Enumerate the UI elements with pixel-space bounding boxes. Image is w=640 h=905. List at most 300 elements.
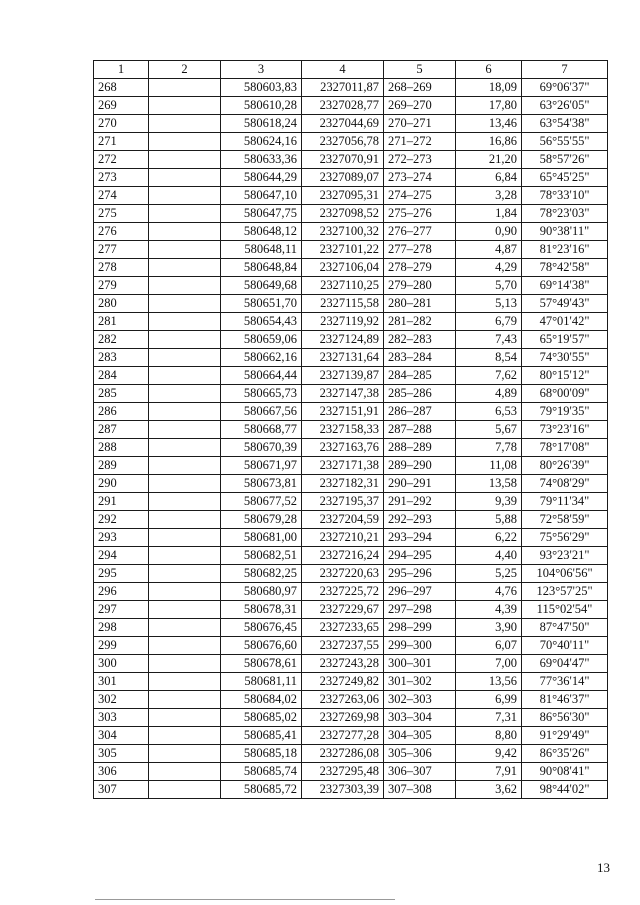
- x-coordinate-cell: 580679,28: [221, 511, 302, 529]
- distance-cell: 7,78: [456, 439, 522, 457]
- empty-cell: [149, 691, 221, 709]
- x-coordinate-cell: 580682,51: [221, 547, 302, 565]
- angle-cell: 90°38'11": [522, 223, 608, 241]
- x-coordinate-cell: 580685,72: [221, 781, 302, 799]
- table-row: [94, 115, 608, 133]
- distance-cell: 6,53: [456, 403, 522, 421]
- y-coordinate-cell: 2327225,72: [302, 583, 384, 601]
- angle-cell: 63°26'05": [522, 97, 608, 115]
- distance-cell: 4,39: [456, 601, 522, 619]
- point-number-cell: 292: [94, 511, 149, 529]
- empty-cell: [149, 115, 221, 133]
- footer-rule: [95, 899, 395, 900]
- segment-cell: 300–301: [384, 655, 456, 673]
- empty-cell: [149, 511, 221, 529]
- angle-cell: 56°55'55": [522, 133, 608, 151]
- distance-cell: 3,28: [456, 187, 522, 205]
- empty-cell: [149, 259, 221, 277]
- table-row: [94, 439, 608, 457]
- y-coordinate-cell: 2327119,92: [302, 313, 384, 331]
- empty-cell: [149, 457, 221, 475]
- angle-cell: 79°19'35": [522, 403, 608, 421]
- table-row: [94, 583, 608, 601]
- table-row: [94, 745, 608, 763]
- y-coordinate-cell: 2327044,69: [302, 115, 384, 133]
- distance-cell: 5,67: [456, 421, 522, 439]
- distance-cell: 5,25: [456, 565, 522, 583]
- segment-cell: 268–269: [384, 79, 456, 97]
- empty-cell: [149, 169, 221, 187]
- x-coordinate-cell: 580681,00: [221, 529, 302, 547]
- angle-cell: 65°19'57": [522, 331, 608, 349]
- y-coordinate-cell: 2327182,31: [302, 475, 384, 493]
- angle-cell: 80°15'12": [522, 367, 608, 385]
- angle-cell: 75°56'29": [522, 529, 608, 547]
- point-number-cell: 275: [94, 205, 149, 223]
- x-coordinate-cell: 580684,02: [221, 691, 302, 709]
- empty-cell: [149, 79, 221, 97]
- point-number-cell: 305: [94, 745, 149, 763]
- segment-cell: 281–282: [384, 313, 456, 331]
- distance-cell: 21,20: [456, 151, 522, 169]
- y-coordinate-cell: 2327089,07: [302, 169, 384, 187]
- x-coordinate-cell: 580648,12: [221, 223, 302, 241]
- distance-cell: 13,56: [456, 673, 522, 691]
- y-coordinate-cell: 2327151,91: [302, 403, 384, 421]
- column-header: 5: [384, 61, 456, 79]
- angle-cell: 115°02'54": [522, 601, 608, 619]
- point-number-cell: 288: [94, 439, 149, 457]
- x-coordinate-cell: 580659,06: [221, 331, 302, 349]
- x-coordinate-cell: 580647,75: [221, 205, 302, 223]
- empty-cell: [149, 547, 221, 565]
- table-row: [94, 475, 608, 493]
- segment-cell: 286–287: [384, 403, 456, 421]
- distance-cell: 7,43: [456, 331, 522, 349]
- point-number-cell: 285: [94, 385, 149, 403]
- angle-cell: 93°23'21": [522, 547, 608, 565]
- table-row: [94, 79, 608, 97]
- y-coordinate-cell: 2327210,21: [302, 529, 384, 547]
- x-coordinate-cell: 580667,56: [221, 403, 302, 421]
- angle-cell: 69°14'38": [522, 277, 608, 295]
- angle-cell: 78°42'58": [522, 259, 608, 277]
- x-coordinate-cell: 580677,52: [221, 493, 302, 511]
- table-row: [94, 367, 608, 385]
- angle-cell: 78°17'08": [522, 439, 608, 457]
- x-coordinate-cell: 580681,11: [221, 673, 302, 691]
- angle-cell: 81°23'16": [522, 241, 608, 259]
- angle-cell: 74°30'55": [522, 349, 608, 367]
- x-coordinate-cell: 580610,28: [221, 97, 302, 115]
- distance-cell: 8,54: [456, 349, 522, 367]
- empty-cell: [149, 709, 221, 727]
- empty-cell: [149, 565, 221, 583]
- segment-cell: 302–303: [384, 691, 456, 709]
- distance-cell: 13,46: [456, 115, 522, 133]
- y-coordinate-cell: 2327124,89: [302, 331, 384, 349]
- empty-cell: [149, 223, 221, 241]
- x-coordinate-cell: 580685,02: [221, 709, 302, 727]
- angle-cell: 74°08'29": [522, 475, 608, 493]
- x-coordinate-cell: 580668,77: [221, 421, 302, 439]
- point-number-cell: 299: [94, 637, 149, 655]
- segment-cell: 303–304: [384, 709, 456, 727]
- x-coordinate-cell: 580624,16: [221, 133, 302, 151]
- y-coordinate-cell: 2327233,65: [302, 619, 384, 637]
- y-coordinate-cell: 2327237,55: [302, 637, 384, 655]
- angle-cell: 69°04'47": [522, 655, 608, 673]
- x-coordinate-cell: 580662,16: [221, 349, 302, 367]
- point-number-cell: 270: [94, 115, 149, 133]
- empty-cell: [149, 637, 221, 655]
- segment-cell: 293–294: [384, 529, 456, 547]
- y-coordinate-cell: 2327158,33: [302, 421, 384, 439]
- x-coordinate-cell: 580685,18: [221, 745, 302, 763]
- distance-cell: 7,00: [456, 655, 522, 673]
- segment-cell: 307–308: [384, 781, 456, 799]
- point-number-cell: 279: [94, 277, 149, 295]
- x-coordinate-cell: 580678,31: [221, 601, 302, 619]
- distance-cell: 5,13: [456, 295, 522, 313]
- segment-cell: 279–280: [384, 277, 456, 295]
- segment-cell: 282–283: [384, 331, 456, 349]
- y-coordinate-cell: 2327220,63: [302, 565, 384, 583]
- empty-cell: [149, 655, 221, 673]
- segment-cell: 269–270: [384, 97, 456, 115]
- angle-cell: 58°57'26": [522, 151, 608, 169]
- point-number-cell: 284: [94, 367, 149, 385]
- point-number-cell: 297: [94, 601, 149, 619]
- x-coordinate-cell: 580603,83: [221, 79, 302, 97]
- point-number-cell: 269: [94, 97, 149, 115]
- y-coordinate-cell: 2327263,06: [302, 691, 384, 709]
- point-number-cell: 268: [94, 79, 149, 97]
- distance-cell: 7,62: [456, 367, 522, 385]
- empty-cell: [149, 151, 221, 169]
- point-number-cell: 272: [94, 151, 149, 169]
- y-coordinate-cell: 2327195,37: [302, 493, 384, 511]
- distance-cell: 4,89: [456, 385, 522, 403]
- table-row: [94, 493, 608, 511]
- table-row: [94, 421, 608, 439]
- table-row: [94, 97, 608, 115]
- y-coordinate-cell: 2327249,82: [302, 673, 384, 691]
- angle-cell: 86°35'26": [522, 745, 608, 763]
- point-number-cell: 273: [94, 169, 149, 187]
- segment-cell: 291–292: [384, 493, 456, 511]
- angle-cell: 63°54'38": [522, 115, 608, 133]
- point-number-cell: 302: [94, 691, 149, 709]
- x-coordinate-cell: 580685,41: [221, 727, 302, 745]
- distance-cell: 4,29: [456, 259, 522, 277]
- table-row: [94, 169, 608, 187]
- y-coordinate-cell: 2327098,52: [302, 205, 384, 223]
- angle-cell: 87°47'50": [522, 619, 608, 637]
- point-number-cell: 289: [94, 457, 149, 475]
- x-coordinate-cell: 580682,25: [221, 565, 302, 583]
- point-number-cell: 290: [94, 475, 149, 493]
- table-header-row: [94, 61, 608, 79]
- y-coordinate-cell: 2327028,77: [302, 97, 384, 115]
- angle-cell: 65°45'25": [522, 169, 608, 187]
- point-number-cell: 281: [94, 313, 149, 331]
- empty-cell: [149, 205, 221, 223]
- table-row: [94, 133, 608, 151]
- angle-cell: 72°58'59": [522, 511, 608, 529]
- angle-cell: 78°33'10": [522, 187, 608, 205]
- empty-cell: [149, 349, 221, 367]
- y-coordinate-cell: 2327106,04: [302, 259, 384, 277]
- segment-cell: 306–307: [384, 763, 456, 781]
- table-row: [94, 187, 608, 205]
- empty-cell: [149, 727, 221, 745]
- y-coordinate-cell: 2327056,78: [302, 133, 384, 151]
- table-row: [94, 637, 608, 655]
- segment-cell: 283–284: [384, 349, 456, 367]
- point-number-cell: 307: [94, 781, 149, 799]
- distance-cell: 4,87: [456, 241, 522, 259]
- segment-cell: 294–295: [384, 547, 456, 565]
- point-number-cell: 306: [94, 763, 149, 781]
- segment-cell: 290–291: [384, 475, 456, 493]
- empty-cell: [149, 619, 221, 637]
- x-coordinate-cell: 580648,11: [221, 241, 302, 259]
- distance-cell: 6,99: [456, 691, 522, 709]
- y-coordinate-cell: 2327286,08: [302, 745, 384, 763]
- table-row: [94, 223, 608, 241]
- empty-cell: [149, 439, 221, 457]
- point-number-cell: 278: [94, 259, 149, 277]
- point-number-cell: 286: [94, 403, 149, 421]
- table-row: [94, 709, 608, 727]
- column-header: 3: [221, 61, 302, 79]
- table-row: [94, 385, 608, 403]
- empty-cell: [149, 475, 221, 493]
- point-number-cell: 287: [94, 421, 149, 439]
- point-number-cell: 293: [94, 529, 149, 547]
- angle-cell: 57°49'43": [522, 295, 608, 313]
- point-number-cell: 296: [94, 583, 149, 601]
- distance-cell: 9,42: [456, 745, 522, 763]
- angle-cell: 81°46'37": [522, 691, 608, 709]
- empty-cell: [149, 241, 221, 259]
- y-coordinate-cell: 2327110,25: [302, 277, 384, 295]
- x-coordinate-cell: 580676,45: [221, 619, 302, 637]
- distance-cell: 1,84: [456, 205, 522, 223]
- table-row: [94, 295, 608, 313]
- y-coordinate-cell: 2327243,28: [302, 655, 384, 673]
- distance-cell: 6,22: [456, 529, 522, 547]
- segment-cell: 272–273: [384, 151, 456, 169]
- distance-cell: 5,70: [456, 277, 522, 295]
- table-row: [94, 259, 608, 277]
- empty-cell: [149, 385, 221, 403]
- segment-cell: 285–286: [384, 385, 456, 403]
- y-coordinate-cell: 2327100,32: [302, 223, 384, 241]
- angle-cell: 79°11'34": [522, 493, 608, 511]
- x-coordinate-cell: 580685,74: [221, 763, 302, 781]
- y-coordinate-cell: 2327163,76: [302, 439, 384, 457]
- angle-cell: 68°00'09": [522, 385, 608, 403]
- table-row: [94, 403, 608, 421]
- table-row: [94, 763, 608, 781]
- table-row: [94, 655, 608, 673]
- segment-cell: 284–285: [384, 367, 456, 385]
- table-row: [94, 691, 608, 709]
- segment-cell: 275–276: [384, 205, 456, 223]
- segment-cell: 278–279: [384, 259, 456, 277]
- table-row: [94, 331, 608, 349]
- x-coordinate-cell: 580678,61: [221, 655, 302, 673]
- table-row: [94, 529, 608, 547]
- x-coordinate-cell: 580649,68: [221, 277, 302, 295]
- angle-cell: 78°23'03": [522, 205, 608, 223]
- table-row: [94, 601, 608, 619]
- table-row: [94, 673, 608, 691]
- empty-cell: [149, 673, 221, 691]
- x-coordinate-cell: 580633,36: [221, 151, 302, 169]
- x-coordinate-cell: 580647,10: [221, 187, 302, 205]
- x-coordinate-cell: 580664,44: [221, 367, 302, 385]
- segment-cell: 304–305: [384, 727, 456, 745]
- angle-cell: 73°23'16": [522, 421, 608, 439]
- empty-cell: [149, 493, 221, 511]
- x-coordinate-cell: 580680,97: [221, 583, 302, 601]
- column-header: 2: [149, 61, 221, 79]
- y-coordinate-cell: 2327216,24: [302, 547, 384, 565]
- y-coordinate-cell: 2327295,48: [302, 763, 384, 781]
- segment-cell: 297–298: [384, 601, 456, 619]
- point-number-cell: 294: [94, 547, 149, 565]
- y-coordinate-cell: 2327139,87: [302, 367, 384, 385]
- point-number-cell: 277: [94, 241, 149, 259]
- y-coordinate-cell: 2327269,98: [302, 709, 384, 727]
- table-row: [94, 205, 608, 223]
- x-coordinate-cell: 580665,73: [221, 385, 302, 403]
- empty-cell: [149, 277, 221, 295]
- segment-cell: 296–297: [384, 583, 456, 601]
- empty-cell: [149, 97, 221, 115]
- point-number-cell: 274: [94, 187, 149, 205]
- y-coordinate-cell: 2327229,67: [302, 601, 384, 619]
- x-coordinate-cell: 580673,81: [221, 475, 302, 493]
- segment-cell: 270–271: [384, 115, 456, 133]
- empty-cell: [149, 295, 221, 313]
- empty-cell: [149, 781, 221, 799]
- segment-cell: 276–277: [384, 223, 456, 241]
- table-row: [94, 349, 608, 367]
- empty-cell: [149, 331, 221, 349]
- distance-cell: 3,62: [456, 781, 522, 799]
- empty-cell: [149, 529, 221, 547]
- table-row: [94, 277, 608, 295]
- x-coordinate-cell: 580651,70: [221, 295, 302, 313]
- x-coordinate-cell: 580618,24: [221, 115, 302, 133]
- distance-cell: 7,31: [456, 709, 522, 727]
- point-number-cell: 280: [94, 295, 149, 313]
- empty-cell: [149, 367, 221, 385]
- point-number-cell: 276: [94, 223, 149, 241]
- point-number-cell: 271: [94, 133, 149, 151]
- distance-cell: 6,84: [456, 169, 522, 187]
- empty-cell: [149, 313, 221, 331]
- angle-cell: 86°56'30": [522, 709, 608, 727]
- angle-cell: 70°40'11": [522, 637, 608, 655]
- point-number-cell: 282: [94, 331, 149, 349]
- table-row: [94, 547, 608, 565]
- point-number-cell: 303: [94, 709, 149, 727]
- y-coordinate-cell: 2327011,87: [302, 79, 384, 97]
- distance-cell: 5,88: [456, 511, 522, 529]
- point-number-cell: 291: [94, 493, 149, 511]
- distance-cell: 0,90: [456, 223, 522, 241]
- y-coordinate-cell: 2327101,22: [302, 241, 384, 259]
- point-number-cell: 301: [94, 673, 149, 691]
- distance-cell: 16,86: [456, 133, 522, 151]
- table-row: [94, 727, 608, 745]
- point-number-cell: 300: [94, 655, 149, 673]
- empty-cell: [149, 763, 221, 781]
- segment-cell: 299–300: [384, 637, 456, 655]
- distance-cell: 4,76: [456, 583, 522, 601]
- angle-cell: 91°29'49": [522, 727, 608, 745]
- column-header: 7: [522, 61, 608, 79]
- point-number-cell: 304: [94, 727, 149, 745]
- y-coordinate-cell: 2327204,59: [302, 511, 384, 529]
- x-coordinate-cell: 580676,60: [221, 637, 302, 655]
- table-row: [94, 151, 608, 169]
- distance-cell: 17,80: [456, 97, 522, 115]
- angle-cell: 98°44'02": [522, 781, 608, 799]
- x-coordinate-cell: 580671,97: [221, 457, 302, 475]
- distance-cell: 11,08: [456, 457, 522, 475]
- column-header: 4: [302, 61, 384, 79]
- empty-cell: [149, 583, 221, 601]
- empty-cell: [149, 745, 221, 763]
- empty-cell: [149, 601, 221, 619]
- x-coordinate-cell: 580648,84: [221, 259, 302, 277]
- table-row: [94, 781, 608, 799]
- y-coordinate-cell: 2327070,91: [302, 151, 384, 169]
- empty-cell: [149, 403, 221, 421]
- coordinates-table: [93, 60, 608, 799]
- segment-cell: 289–290: [384, 457, 456, 475]
- segment-cell: 301–302: [384, 673, 456, 691]
- page-number: 13: [597, 860, 610, 875]
- table-body: [94, 79, 608, 799]
- segment-cell: 305–306: [384, 745, 456, 763]
- distance-cell: 18,09: [456, 79, 522, 97]
- distance-cell: 6,79: [456, 313, 522, 331]
- segment-cell: 292–293: [384, 511, 456, 529]
- x-coordinate-cell: 580670,39: [221, 439, 302, 457]
- segment-cell: 274–275: [384, 187, 456, 205]
- empty-cell: [149, 187, 221, 205]
- y-coordinate-cell: 2327095,31: [302, 187, 384, 205]
- x-coordinate-cell: 580644,29: [221, 169, 302, 187]
- angle-cell: 47°01'42": [522, 313, 608, 331]
- angle-cell: 90°08'41": [522, 763, 608, 781]
- point-number-cell: 298: [94, 619, 149, 637]
- segment-cell: 273–274: [384, 169, 456, 187]
- distance-cell: 13,58: [456, 475, 522, 493]
- y-coordinate-cell: 2327131,64: [302, 349, 384, 367]
- angle-cell: 123°57'25": [522, 583, 608, 601]
- segment-cell: 288–289: [384, 439, 456, 457]
- distance-cell: 9,39: [456, 493, 522, 511]
- table-row: [94, 313, 608, 331]
